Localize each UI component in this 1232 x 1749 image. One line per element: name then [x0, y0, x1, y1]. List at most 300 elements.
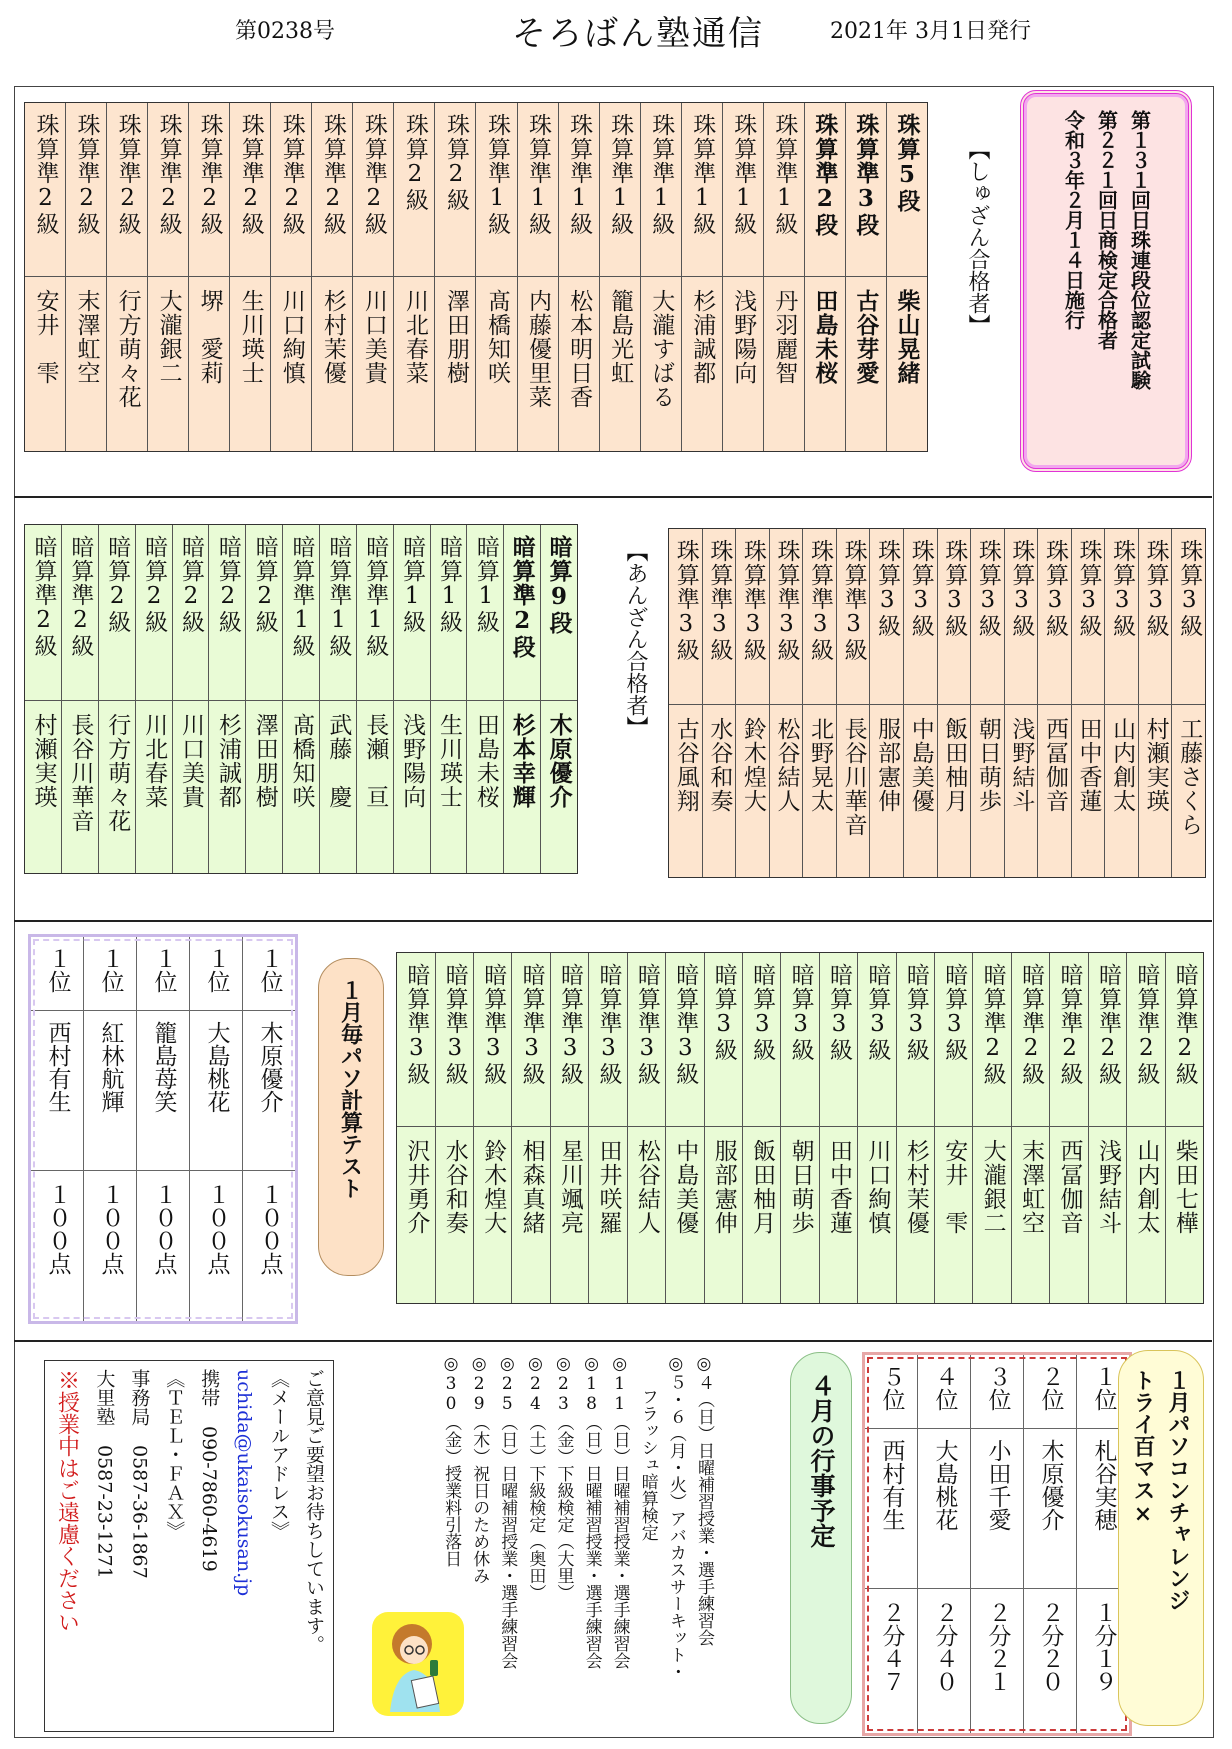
divider — [14, 1340, 1212, 1342]
grade-text: 暗算準3級 — [480, 963, 507, 1086]
rank-name-cell — [865, 1429, 917, 1589]
rank-place-cell — [243, 937, 295, 1011]
grade-cell — [467, 525, 503, 701]
passer-entry — [393, 525, 430, 873]
name-cell — [858, 1127, 895, 1303]
rank-entry — [83, 937, 136, 1321]
passer-entry — [857, 953, 895, 1303]
rank-entry — [189, 937, 242, 1321]
event-item: ◎11（日）日曜補習授業・選手練習会 — [609, 1354, 630, 1669]
challenge-title-line1: １月パソコンチャレンジ — [1165, 1369, 1191, 1611]
passer-entry — [245, 525, 282, 873]
grade-text: 珠算3級 — [1142, 539, 1169, 638]
grade-cell — [518, 103, 558, 277]
name-cell — [353, 277, 393, 451]
grade-cell — [25, 103, 65, 277]
name-cell — [435, 277, 475, 451]
grade-cell — [1050, 953, 1087, 1127]
grade-cell — [474, 953, 511, 1127]
passer-name: 安井 雫 — [32, 289, 59, 385]
grade-cell — [682, 103, 722, 277]
passer-entry — [311, 103, 352, 451]
grade-text: 暗算2級 — [177, 535, 204, 634]
event-item: ◎25（日）日曜補習授業・選手練習会 — [497, 1354, 518, 1669]
name-cell — [476, 277, 516, 451]
grade-cell — [320, 525, 356, 701]
grade-cell — [62, 525, 98, 701]
passer-entry — [763, 103, 804, 451]
name-cell — [209, 701, 245, 873]
passer-name: 浅野陽向 — [399, 713, 426, 809]
grade-cell — [136, 525, 172, 701]
passer-entry — [282, 525, 319, 873]
name-cell — [397, 1127, 434, 1303]
passer-entry — [1011, 953, 1049, 1303]
passer-entry — [511, 953, 549, 1303]
passer-name: 杉村茉優 — [902, 1139, 929, 1235]
exam-line: 第１３１回日珠連段位認定試験 — [1127, 110, 1152, 390]
name-cell — [705, 1127, 742, 1303]
grade-text: 珠算準2級 — [73, 113, 100, 236]
grade-text: 珠算3級 — [941, 539, 968, 638]
exam-info-box — [1020, 90, 1192, 472]
passer-entry — [722, 103, 763, 451]
passer-name: 安井 雫 — [941, 1139, 968, 1235]
grade-cell — [770, 529, 803, 705]
event-item: ◎30（金）授業料引落日 — [441, 1354, 462, 1567]
passer-entry — [25, 525, 61, 873]
name-cell — [870, 705, 903, 877]
rank-score-cell — [190, 1171, 242, 1315]
grade-text: 暗算準2級 — [1018, 963, 1045, 1086]
challenge-title — [1118, 1350, 1204, 1726]
name-cell — [1050, 1127, 1087, 1303]
passer-name: 生川瑛士 — [435, 713, 462, 809]
grade-cell — [476, 103, 516, 277]
name-cell — [357, 701, 393, 873]
name-cell — [781, 1127, 818, 1303]
grade-cell — [271, 103, 311, 277]
passer-entry — [503, 525, 540, 873]
name-cell — [283, 701, 319, 873]
rank-score: １００点 — [97, 1183, 124, 1275]
name-cell — [589, 1127, 626, 1303]
grade-text: 暗算準3級 — [595, 963, 622, 1086]
grade-cell — [435, 103, 475, 277]
passer-entry — [1071, 529, 1105, 877]
grade-cell — [705, 953, 742, 1127]
passer-name: 長谷川華音 — [840, 717, 867, 837]
passer-entry — [1049, 953, 1087, 1303]
passer-name: 中島美優 — [672, 1139, 699, 1235]
anzan-passers-table — [24, 524, 578, 874]
passer-entry — [1037, 529, 1071, 877]
passer-entry — [435, 953, 473, 1303]
rank-place-cell — [865, 1355, 917, 1429]
rank-name: 木原優介 — [256, 1021, 283, 1113]
passer-name: 浅野結斗 — [1094, 1139, 1121, 1235]
passer-name: 髙橋知咲 — [288, 713, 315, 809]
grade-cell — [209, 525, 245, 701]
name-cell — [559, 277, 599, 451]
newsletter-title: そろばん塾通信 — [512, 14, 764, 54]
grade-cell — [1005, 529, 1038, 705]
grade-text: 珠算準2級 — [196, 113, 223, 236]
divider — [14, 496, 1212, 498]
rank-score: １００点 — [150, 1183, 177, 1275]
grade-cell — [846, 103, 886, 277]
anzan2-passers-table — [396, 952, 1204, 1304]
passer-name: 浅野陽向 — [730, 289, 757, 385]
passer-entry — [517, 103, 558, 451]
rank-name-cell — [84, 1011, 136, 1171]
rank-name: 大島桃花 — [931, 1439, 958, 1531]
rank-name: 小田千愛 — [984, 1439, 1011, 1531]
grade-cell — [541, 525, 577, 701]
shuzan-passers-table — [24, 102, 928, 452]
grade-text: 暗算3級 — [749, 963, 776, 1062]
name-cell — [518, 277, 558, 451]
grade-cell — [230, 103, 270, 277]
events-title-text: ４月の行事予定 — [807, 1373, 836, 1548]
rank-name: 紅林航輝 — [97, 1021, 124, 1113]
grade-cell — [357, 525, 393, 701]
event-item: ◎18（日）日曜補習授業・選手練習会 — [581, 1354, 602, 1669]
passer-name: 長瀬 亘 — [362, 713, 389, 809]
passer-name: 田中香蓮 — [1075, 717, 1102, 813]
rank-place: ４位 — [931, 1365, 958, 1411]
passer-name: 田井咲羅 — [595, 1139, 622, 1235]
exam-line: 第２２１回日商検定合格者 — [1094, 110, 1119, 350]
grade-text: 暗算準2級 — [979, 963, 1006, 1086]
contact-line: 大里塾 0587-23-1271 — [93, 1369, 116, 1579]
passer-entry — [1088, 953, 1126, 1303]
passer-entry — [434, 103, 475, 451]
grade-cell — [504, 525, 540, 701]
grade-text: 暗算準3級 — [441, 963, 468, 1086]
rank-name-cell — [1024, 1429, 1076, 1589]
rank-time: ２分４７ — [878, 1601, 905, 1693]
grade-text: 暗算準1級 — [288, 535, 315, 658]
passer-name: 川口絢慎 — [864, 1139, 891, 1235]
passer-name: 松谷結人 — [633, 1139, 660, 1235]
passer-entry — [627, 953, 665, 1303]
exam-line: 令和３年２月１４日施行 — [1061, 110, 1086, 330]
grade-text: 珠算準2級 — [114, 113, 141, 236]
name-cell — [25, 277, 65, 451]
rank-place: ３位 — [984, 1365, 1011, 1411]
grade-text: 珠算3級 — [1008, 539, 1035, 638]
passer-name: 川口絢慎 — [278, 289, 305, 385]
warning-text: ※授業中はご遠慮ください — [54, 1369, 80, 1633]
passer-entry — [65, 103, 106, 451]
name-cell — [1012, 1127, 1049, 1303]
grade-text: 暗算3級 — [787, 963, 814, 1062]
passer-name: 大瀧銀二 — [979, 1139, 1006, 1235]
event-item: ◎４（日）日曜補習授業・選手練習会 — [693, 1354, 714, 1646]
grade-text: 珠算準3級 — [840, 539, 867, 662]
grade-text: 珠算準3級 — [672, 539, 699, 662]
passer-name: 水谷和奏 — [706, 717, 733, 813]
rank-place-cell — [971, 1355, 1023, 1429]
grade-cell — [512, 953, 549, 1127]
grade-cell — [666, 953, 703, 1127]
rank-entry — [1023, 1355, 1076, 1733]
passer-entry — [599, 103, 640, 451]
rank-place-cell — [137, 937, 189, 1011]
name-cell — [1038, 705, 1071, 877]
contact-line: ご意見ご要望お待ちしています。 — [302, 1369, 325, 1654]
anzan-label: 【あんざん合格者】 — [623, 540, 648, 738]
name-cell — [805, 277, 845, 451]
passer-name: 相森真緒 — [518, 1139, 545, 1235]
passer-name: 行方萌々花 — [114, 289, 141, 409]
rank-place-cell — [190, 937, 242, 1011]
grade-cell — [1166, 953, 1203, 1127]
passer-entry — [558, 103, 599, 451]
passer-name: 長谷川華音 — [67, 713, 94, 833]
grade-cell — [935, 953, 972, 1127]
passer-entry — [704, 953, 742, 1303]
name-cell — [1005, 705, 1038, 877]
rank-place: １位 — [203, 947, 230, 993]
rank-place-cell — [84, 937, 136, 1011]
name-cell — [770, 705, 803, 877]
name-cell — [230, 277, 270, 451]
grade-cell — [394, 103, 434, 277]
grade-text: 珠算準3級 — [773, 539, 800, 662]
name-cell — [320, 701, 356, 873]
grade-text: 珠算3級 — [874, 539, 901, 638]
rank-place: １位 — [1090, 1365, 1117, 1411]
passer-entry — [970, 529, 1004, 877]
grade-text: 暗算準3級 — [633, 963, 660, 1086]
grade-text: 暗算準3級 — [518, 963, 545, 1086]
rank-entry — [31, 937, 83, 1321]
grade-cell — [1089, 953, 1126, 1127]
rank-score-cell — [31, 1171, 83, 1315]
passer-entry — [98, 525, 135, 873]
grade-cell — [589, 953, 626, 1127]
grade-text: 暗算準3級 — [403, 963, 430, 1086]
event-item: ◎29（木）祝日のため休み — [469, 1354, 490, 1584]
name-cell — [897, 1127, 934, 1303]
grade-text: 珠算準3級 — [739, 539, 766, 662]
grade-text: 暗算準2級 — [1133, 963, 1160, 1086]
contact-line: 事務局 0587-36-1867 — [128, 1369, 151, 1579]
passer-name: 川口美貴 — [360, 289, 387, 385]
grade-text: 珠算準3級 — [706, 539, 733, 662]
rank-place: １位 — [256, 947, 283, 993]
grade-text: 珠算準1級 — [771, 113, 798, 236]
name-cell — [971, 705, 1004, 877]
passer-entry — [780, 953, 818, 1303]
grade-cell — [107, 103, 147, 277]
passer-entry — [845, 103, 886, 451]
rank-name: 西村有生 — [44, 1021, 71, 1113]
grade-cell — [641, 103, 681, 277]
rank-time-cell — [918, 1589, 970, 1727]
grade-text: 暗算2級 — [141, 535, 168, 634]
passer-entry — [896, 953, 934, 1303]
events-title — [790, 1352, 852, 1724]
grade-text: 珠算準1級 — [648, 113, 675, 236]
grade-text: 珠算3級 — [1109, 539, 1136, 638]
passer-entry — [475, 103, 516, 451]
rank-time-cell — [971, 1589, 1023, 1727]
grade-text: 暗算1級 — [435, 535, 462, 634]
rank-time-cell — [865, 1589, 917, 1727]
grade-cell — [431, 525, 467, 701]
name-cell — [628, 1127, 665, 1303]
passer-name: 工藤さくら — [1176, 717, 1203, 837]
name-cell — [743, 1127, 780, 1303]
grade-cell — [394, 525, 430, 701]
grade-cell — [973, 953, 1010, 1127]
grade-cell — [938, 529, 971, 705]
rank-time-cell — [1024, 1589, 1076, 1727]
rank-score-cell — [243, 1171, 295, 1315]
passer-name: 飯田柚月 — [941, 717, 968, 813]
grade-text: 暗算準2級 — [1094, 963, 1121, 1086]
passer-entry — [640, 103, 681, 451]
event-item: ◎23（金）下級検定（大里） — [553, 1354, 574, 1601]
grade-text: 珠算準1級 — [607, 113, 634, 236]
grade-cell — [703, 529, 736, 705]
grade-text: 珠算準2段 — [811, 113, 839, 237]
rank-score-cell — [137, 1171, 189, 1315]
name-cell — [1127, 1127, 1164, 1303]
name-cell — [173, 701, 209, 873]
grade-cell — [1012, 953, 1049, 1127]
passer-name: 川北春菜 — [401, 289, 428, 385]
passer-name: 柴山晃緒 — [893, 289, 921, 385]
passer-name: 古谷芽愛 — [852, 289, 880, 385]
passer-name: 川口美貴 — [177, 713, 204, 809]
grade-text: 暗算3級 — [902, 963, 929, 1062]
passer-entry — [869, 529, 903, 877]
passer-name: 生川瑛士 — [237, 289, 264, 385]
grade-text: 珠算準2級 — [237, 113, 264, 236]
rank-score: １００点 — [44, 1183, 71, 1275]
passer-name: 朝日萌歩 — [787, 1139, 814, 1235]
rank-place: １位 — [150, 947, 177, 993]
name-cell — [1072, 705, 1105, 877]
name-cell — [723, 277, 763, 451]
passer-entry — [1104, 529, 1138, 877]
passer-entry — [1165, 953, 1203, 1303]
rank-place: １位 — [97, 947, 124, 993]
passer-entry — [1004, 529, 1038, 877]
passer-entry — [397, 953, 434, 1303]
passer-name: 田島未桜 — [472, 713, 499, 809]
passer-entry — [147, 103, 188, 451]
grade-cell — [1139, 529, 1172, 705]
challenge-title-line2: トライ百マス× — [1130, 1369, 1156, 1527]
grade-text: 珠算準2級 — [319, 113, 346, 236]
grade-cell — [1038, 529, 1071, 705]
passer-name: 鈴木煌大 — [480, 1139, 507, 1235]
grade-text: 暗算準1級 — [325, 535, 352, 658]
pc-test-ranking — [28, 934, 298, 1324]
grade-cell — [1072, 529, 1105, 705]
email-link[interactable]: uchida@ukaisokusan.jp — [233, 1369, 256, 1597]
passer-name: 杉浦誠都 — [689, 289, 716, 385]
name-cell — [1166, 1127, 1203, 1303]
name-cell — [904, 705, 937, 877]
grade-cell — [66, 103, 106, 277]
issue-date: 2021年 3月1日発行 — [830, 19, 1031, 44]
name-cell — [66, 277, 106, 451]
passer-name: 末澤虹空 — [1018, 1139, 1045, 1235]
name-cell — [504, 701, 540, 873]
events-list — [440, 1354, 715, 1734]
passer-name: 中島美優 — [907, 717, 934, 813]
rank-score: １００点 — [203, 1183, 230, 1275]
passer-name: 澤田朋樹 — [442, 289, 469, 385]
name-cell — [935, 1127, 972, 1303]
passer-entry — [681, 103, 722, 451]
passer-name: 大瀧すばる — [648, 289, 675, 409]
passer-entry — [742, 953, 780, 1303]
name-cell — [394, 277, 434, 451]
grade-text: 暗算3級 — [825, 963, 852, 1062]
passer-name: 服部憲伸 — [874, 717, 901, 813]
grade-text: 暗算3級 — [941, 963, 968, 1062]
rank-name-cell — [243, 1011, 295, 1171]
passer-name: 行方萌々花 — [104, 713, 131, 833]
passer-entry — [934, 953, 972, 1303]
name-cell — [1172, 705, 1205, 877]
grade-cell — [870, 529, 903, 705]
passer-name: 末澤虹空 — [73, 289, 100, 385]
name-cell — [271, 277, 311, 451]
rank-entry — [136, 937, 189, 1321]
grade-cell — [743, 953, 780, 1127]
passer-name: 山内創太 — [1133, 1139, 1160, 1235]
grade-text: 珠算準1級 — [484, 113, 510, 236]
grade-cell — [723, 103, 763, 277]
name-cell — [551, 1127, 588, 1303]
rank-name: 木原優介 — [1037, 1439, 1064, 1531]
grade-text: 暗算3級 — [710, 963, 737, 1062]
rank-name: 札谷実穂 — [1090, 1439, 1117, 1531]
passer-entry — [208, 525, 245, 873]
grade-text: 珠算3級 — [1176, 539, 1203, 638]
passer-entry — [540, 525, 577, 873]
passer-entry — [819, 953, 857, 1303]
name-cell — [436, 1127, 473, 1303]
grade-cell — [781, 953, 818, 1127]
contact-line: 《ＴＥＬ・ＦＡＸ》 — [163, 1369, 186, 1540]
grade-cell — [887, 103, 927, 277]
grade-text: 暗算準2段 — [508, 535, 536, 659]
name-cell — [600, 277, 640, 451]
grade-text: 暗算準3級 — [557, 963, 584, 1086]
grade-cell — [397, 953, 434, 1127]
name-cell — [62, 701, 98, 873]
passer-entry — [393, 103, 434, 451]
rank-name-cell — [971, 1429, 1023, 1589]
passer-entry — [106, 103, 147, 451]
grade-cell — [436, 953, 473, 1127]
rank-score: １００点 — [256, 1183, 283, 1275]
grade-cell — [1172, 529, 1205, 705]
passer-entry — [430, 525, 467, 873]
grade-cell — [173, 525, 209, 701]
passer-name: 北野晃太 — [807, 717, 834, 813]
grade-cell — [600, 103, 640, 277]
